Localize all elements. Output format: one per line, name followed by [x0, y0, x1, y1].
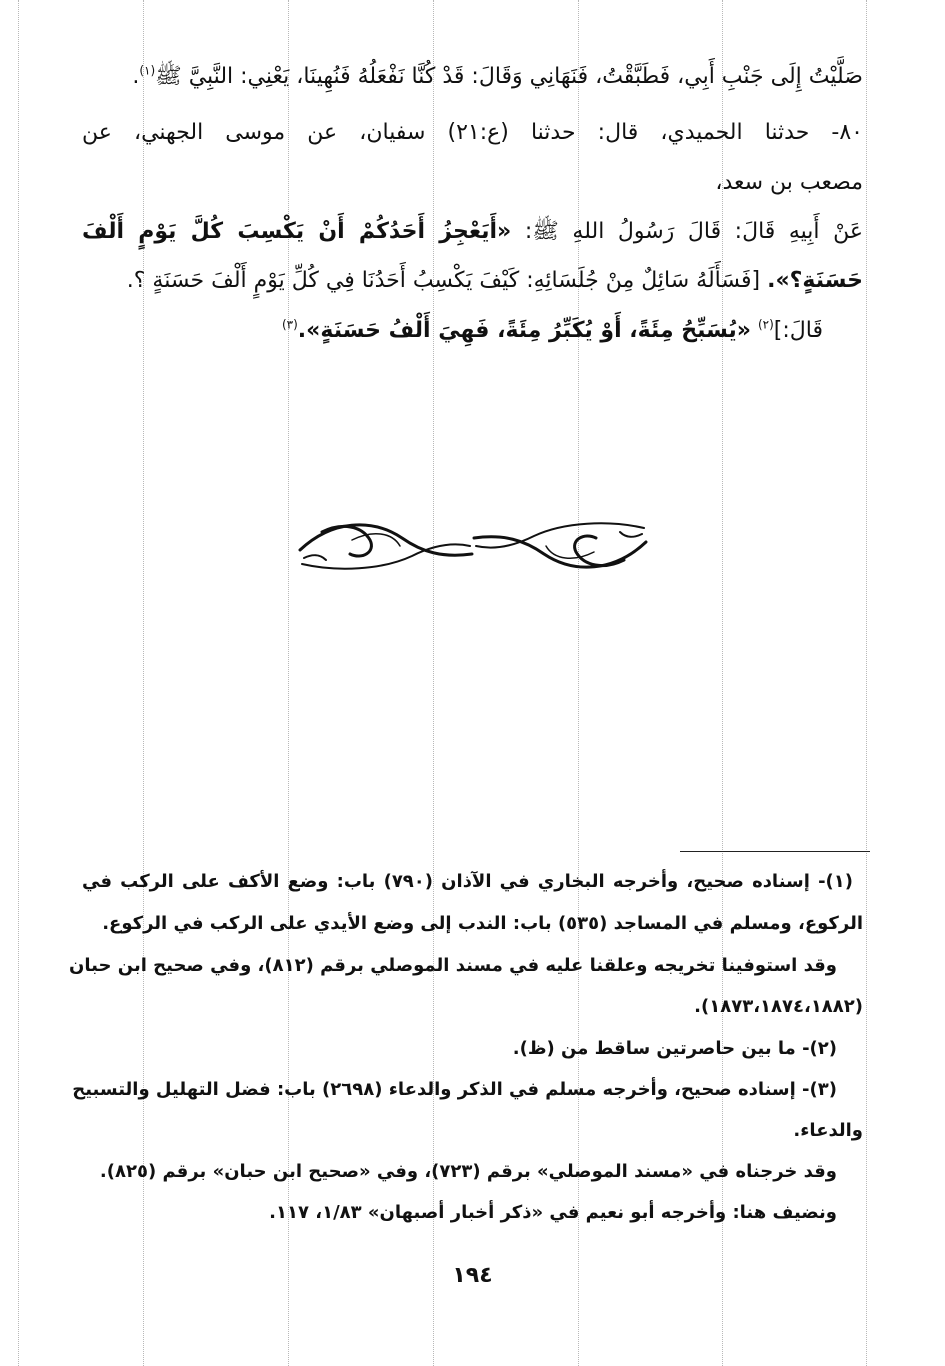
hadith-number-line: ٨٠- حدثنا الحميدي، قال: حدثنا (ع:٢١) سفيان، عن موسى الجهني، عن — [82, 120, 863, 145]
footnote-ref[interactable]: (٣) — [281, 317, 298, 332]
punctuation: . — [132, 64, 140, 89]
footnote-text: والدعاء. — [793, 1120, 863, 1141]
hadith-quote: حَسَنَةٍ؟». — [767, 268, 863, 293]
body-text: عَنْ أَبِيهِ قَالَ: قَالَ رَسُولُ اللهِ ﷺ: — [524, 219, 863, 244]
body-line-4 — [82, 217, 863, 249]
page-number: ١٩٤ — [452, 1263, 493, 1288]
footnote-1-line-4 — [82, 996, 863, 1017]
body-line-1 — [82, 62, 863, 94]
decorative-ornament — [292, 510, 654, 582]
footnote-3-line-1 — [72, 1079, 837, 1100]
body-text: صَلَّيْتُ إِلَى جَنْبِ أَبِي، فَطَبَّقْتُ، فَنَهَانِي وَقَالَ: قَدْ كُنَّا نَفْعَلُهُ فَنُهِينَا، يَعْنِي: النَّبِيَّ ﷺ — [155, 64, 863, 89]
footnote-text: ونضيف هنا: وأخرجه أبو نعيم في «ذكر أخبار أصبهان» ١/٨٣، ١١٧. — [269, 1202, 837, 1223]
footnote-ref[interactable]: (٢) — [757, 317, 774, 332]
body-line-3 — [82, 170, 863, 195]
footnote-2 — [82, 1038, 837, 1059]
footnote-text: وقد استوفينا تخريجه وعلقنا عليه في مسند الموصلي برقم (٨١٢)، وفي صحيح ابن حبان — [69, 955, 837, 976]
footnote-3-line-3 — [82, 1161, 837, 1182]
footnote-separator — [680, 851, 870, 852]
narrator-text: مصعب بن سعد، — [715, 170, 863, 195]
footnote-1-line-2 — [82, 913, 863, 934]
hadith-quote: «يُسَبِّحُ مِئَةً، أَوْ يُكَبِّرُ مِئَةً، فَهِيَ أَلْفُ حَسَنَةٍ». — [297, 318, 751, 343]
footnote-text: (٣)- إسناده صحيح، وأخرجه مسلم في الذكر والدعاء (٢٦٩٨) باب: فضل التهليل والتسبيح — [72, 1079, 837, 1100]
body-line-5 — [82, 268, 863, 293]
footnote-3-line-2 — [82, 1120, 863, 1141]
footnote-text: (٢)- ما بين حاصرتين ساقط من (ظ). — [512, 1038, 837, 1059]
footnote-1-line-3 — [69, 955, 837, 976]
body-line-6 — [82, 318, 823, 343]
footnote-text: وقد خرجناه في «مسند الموصلي» برقم (٧٢٣)، وفي «صحيح ابن حبان» برقم (٨٢٥). — [99, 1161, 837, 1182]
footnote-text: (١)- إسناده صحيح، وأخرجه البخاري في الآذان (٧٩٠) باب: وضع الأكف على الركب في — [82, 871, 853, 892]
footnote-text: (١٨٧٣،١٨٧٤،١٨٨٢). — [694, 996, 863, 1017]
footnote-text: الركوع، ومسلم في المساجد (٥٣٥) باب: الندب إلى وضع الأيدي على الركب في الركوع. — [102, 913, 863, 934]
footnote-3-line-4 — [82, 1202, 837, 1223]
body-text: [فَسَأَلَهُ سَائِلٌ مِنْ جُلَسَائِهِ: كَيْفَ يَكْسِبُ أَحَدُنَا فِي كُلِّ يَوْمٍ أَلْفَ حَسَنَةٍ ؟. — [126, 268, 761, 293]
body-line-2 — [82, 120, 863, 145]
hadith-quote: «أَيَعْجِزُ أَحَدُكُمْ أَنْ يَكْسِبَ كُلَّ يَوْمٍ أَلْفَ — [82, 219, 512, 244]
footnote-1-line-1 — [82, 871, 853, 892]
footnote-ref[interactable]: (١) — [139, 63, 156, 78]
body-text: قَالَ:] — [773, 318, 823, 343]
